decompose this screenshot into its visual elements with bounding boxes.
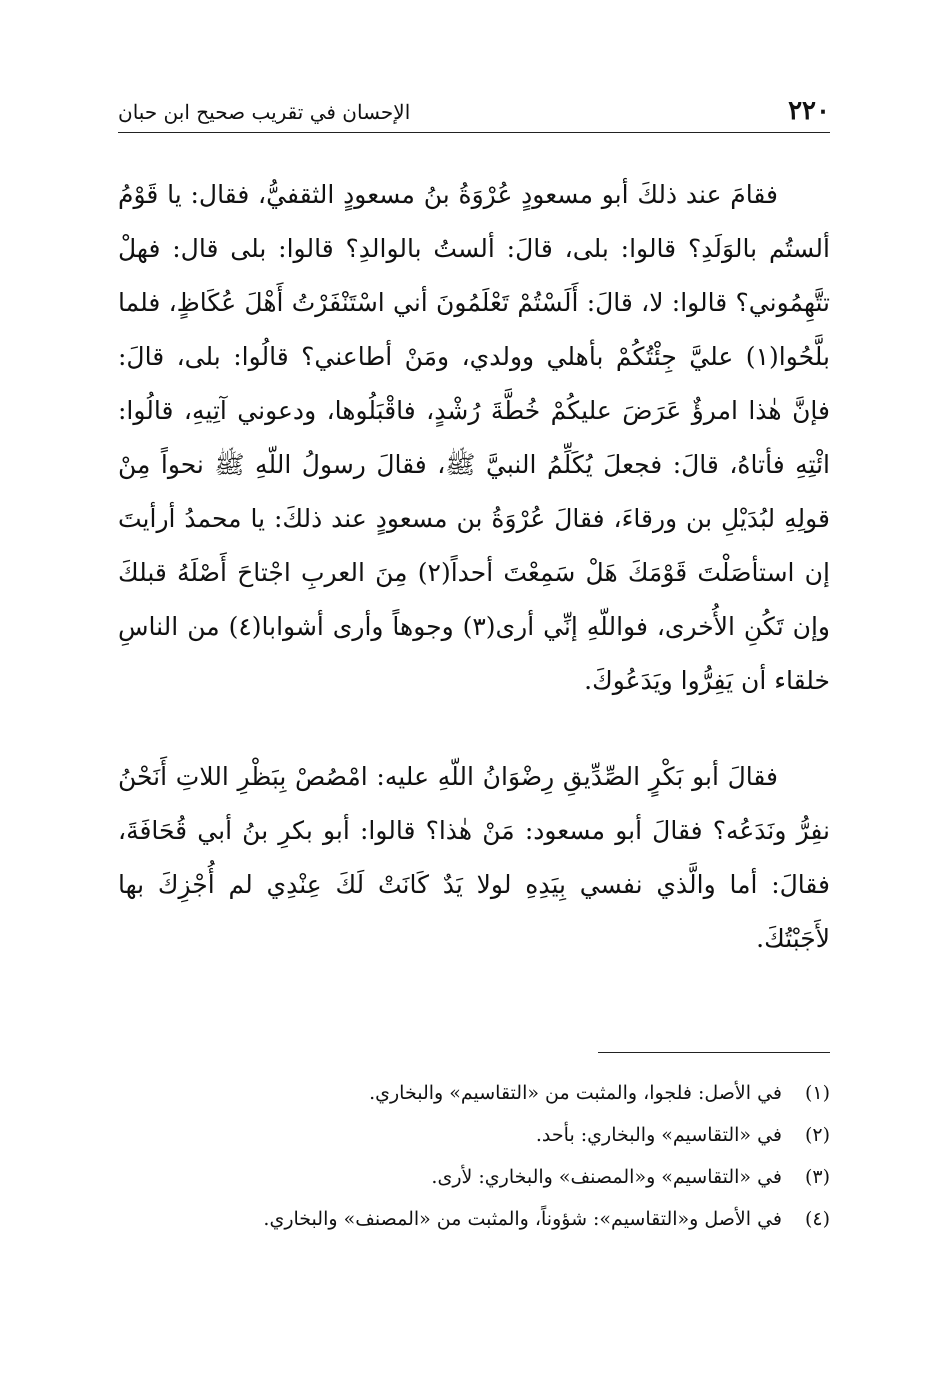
footnote-mark: (٣) bbox=[804, 1166, 830, 1188]
footnote-mark: (٤) bbox=[804, 1208, 830, 1230]
footnote-item bbox=[118, 1114, 830, 1156]
footnote-item bbox=[118, 1198, 830, 1240]
footnote-item bbox=[118, 1072, 830, 1114]
running-title: الإحسان في تقريب صحيح ابن حبان bbox=[118, 100, 411, 124]
paragraph: فقالَ أبو بَكْرٍ الصِّدِّيقِ رِضْوَانُ اللّهِ عليه: امْصُصْ بِبَظْرِ اللاتِ أَنَحْنُ نفِرُّ ونَدَعُه؟ فقالَ أبو مسعود: مَنْ هٰذا؟ قالوا: أبو بكرِ بنُ أبي قُحَافَةَ، فقالَ: أما والَّذي نفسي بِيَدِهِ لولا يَدٌ كَانَتْ لَكَ عِنْدِي لم أُجْزِكَ بها لأَجَبْتُكَ. bbox=[118, 762, 830, 953]
footnote-separator bbox=[598, 1052, 830, 1053]
page-header bbox=[118, 92, 830, 133]
page-number: ٢٢٠ bbox=[788, 96, 830, 126]
footnotes bbox=[118, 1072, 830, 1240]
footnote-mark: (٢) bbox=[804, 1124, 830, 1146]
footnote-text: في «التقاسيم» و«المصنف» والبخاري: لأرى. bbox=[431, 1166, 782, 1188]
footnote-mark: (١) bbox=[804, 1082, 830, 1104]
footnote-text: في الأصل: فلجوا، والمثبت من «التقاسيم» والبخاري. bbox=[369, 1082, 782, 1104]
paragraph: فقامَ عند ذلكَ أبو مسعودٍ عُرْوَةُ بنُ مسعودٍ الثقفيُّ، فقال: يا قَوْمُ ألستُم بالوَلَدِ؟ قالوا: بلى، قالَ: ألستُ بالوالدِ؟ قالوا: بلى قال: فهلْ تتَّهِمُوني؟ قالوا: لا، قالَ: أَلَسْتُمْ تَعْلَمُونَ أني اسْتَنْفَرْتُ أَهْلَ عُكَاظٍ، فلما بلَّحُوا(١) عليَّ جِئْتُكُمْ بأهلي وولدي، ومَنْ أطاعني؟ قالُوا: بلى، قالَ: فإنَّ هٰذا امرؤٌ عَرَضَ عليكُمْ خُطَّةَ رُشْدٍ، فاقْبَلُوها، ودعوني آتِيهِ، قالُوا: ائْتِهِ فأتاهُ، قالَ: فجعلَ يُكَلِّمُ النبيَّ ﷺ، فقالَ رسولُ اللّهِ ﷺ نحواً مِنْ قولِهِ لبُدَيْلِ بن ورقاءَ، فقالَ عُرْوَةُ بن مسعودٍ عند ذلكَ: يا محمدُ أرأيتَ إن استأصَلْتَ قَوْمَكَ هَلْ سَمِعْتَ أحداً(٢) مِنَ العربِ اجْتاحَ أَصْلَهُ قبلكَ وإن تَكُنِ الأُخرى، فواللّهِ إنِّي أرى(٣) وجوهاً وأرى أشوابا(٤) من الناسِ خلقاء أن يَفِرُّوا ويَدَعُوكَ. bbox=[118, 180, 831, 695]
main-text bbox=[118, 168, 830, 966]
footnote-text: في الأصل و«التقاسيم»: شؤوناً، والمثبت من «المصنف» والبخاري. bbox=[263, 1208, 782, 1230]
footnote-item bbox=[118, 1156, 830, 1198]
footnote-text: في «التقاسيم» والبخاري: بأحد. bbox=[535, 1124, 782, 1146]
